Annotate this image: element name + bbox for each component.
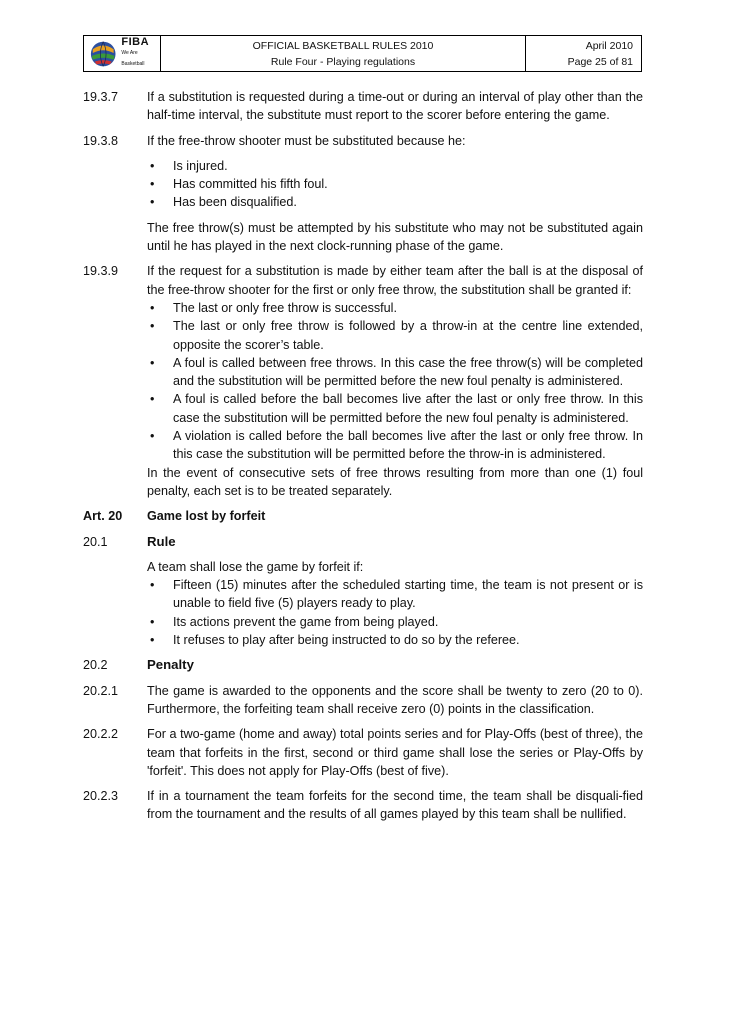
article-title: Game lost by forfeit xyxy=(147,509,266,524)
section-19-3-8 xyxy=(83,132,643,256)
section-20-1 xyxy=(83,533,643,650)
bullet-list xyxy=(147,576,643,649)
section-number: 19.3.9 xyxy=(83,264,119,279)
list-item: • Fifteen (15) minutes after the scheduled starting time, the team is not present or is unable to field five (5) players ready to play. xyxy=(147,576,643,613)
list-item: • The last or only free throw is followed by a throw-in at the centre line extended, opposite the scorer’s table. xyxy=(147,317,643,354)
logo-subtext: We Are Basketball xyxy=(121,50,145,67)
page-header xyxy=(83,35,642,72)
section-20-2-3 xyxy=(83,787,643,824)
logo-text: FIBA xyxy=(121,36,150,48)
section-intro: If the request for a substitution is made by either team after the ball is at the disposal of the free-throw shooter for the first or only free throw, the substitution shall be granted if: xyxy=(147,264,643,297)
section-heading: Rule xyxy=(147,533,176,549)
section-text: For a two-game (home and away) total points series and for Play-Offs (best of three), the team that forfeits in the first, second or third game shall lose the series or Play-Offs by 'forfeit'. This does not apply for Play-Offs (best of five). xyxy=(147,727,643,778)
section-heading: Penalty xyxy=(147,657,194,673)
page-content xyxy=(83,88,643,831)
list-item: • A violation is called before the ball becomes live after the last or only free throw. In this case the substitution will be permitted before the throw-in is administered. xyxy=(147,427,643,464)
bullet-list xyxy=(147,299,643,464)
section-19-3-9 xyxy=(83,262,643,500)
list-item: • A foul is called between free throws. In this case the free throw(s) will be completed and the substitution will be permitted before the new foul penalty is administered. xyxy=(147,354,643,391)
list-item: • Is injured. xyxy=(147,157,643,175)
section-number: 20.2.3 xyxy=(83,789,119,804)
section-19-3-7 xyxy=(83,88,643,125)
section-outro: In the event of consecutive sets of free throws resulting from more than one (1) foul penalty, each set is to be treated separately. xyxy=(147,465,643,498)
document-subtitle: Rule Four - Playing regulations xyxy=(270,55,416,68)
section-number: 20.2.2 xyxy=(83,727,119,742)
article-number: Art. 20 xyxy=(83,509,123,524)
article-20-heading xyxy=(83,507,643,525)
list-item: • Its actions prevent the game from being played. xyxy=(147,613,643,631)
list-item: • It refuses to play after being instructed to do so by the referee. xyxy=(147,631,643,649)
list-item: • Has been disqualified. xyxy=(147,193,643,211)
section-number: 20.1 xyxy=(83,534,108,549)
section-number: 20.2 xyxy=(83,658,108,673)
section-text: The game is awarded to the opponents and the score shall be twenty to zero (20 to 0). Furthermore, the forfeiting team shall receive zero (0) points in the classification. xyxy=(147,683,643,716)
document-date: April 2010 xyxy=(585,39,633,52)
list-item: • The last or only free throw is successful. xyxy=(147,299,643,317)
section-20-2-2 xyxy=(83,725,643,780)
section-20-2-1 xyxy=(83,682,643,719)
section-text: If a substitution is requested during a time-out or during an interval of play other than the half-time interval, the substitute must report to the scorer before entering the game. xyxy=(147,90,643,123)
list-item: • A foul is called before the ball becomes live after the last or only free throw. In this case the substitution will be permitted before the new foul penalty is administered. xyxy=(147,390,643,427)
bullet-list xyxy=(147,157,643,212)
section-20-2 xyxy=(83,656,643,674)
basketball-globe-icon xyxy=(89,39,117,69)
section-number: 19.3.8 xyxy=(83,133,119,148)
section-text: If in a tournament the team forfeits for the second time, the team shall be disquali-fied from the tournament and the results of all games played by this team shall be nullified. xyxy=(147,789,643,822)
page-number: Page 25 of 81 xyxy=(567,55,633,68)
document-title: OFFICIAL BASKETBALL RULES 2010 xyxy=(252,39,434,52)
section-intro: A team shall lose the game by forfeit if: xyxy=(147,559,364,574)
fiba-logo xyxy=(84,36,161,71)
section-intro: If the free-throw shooter must be substituted because he: xyxy=(147,133,466,148)
section-outro: The free throw(s) must be attempted by his substitute who may not be substituted again until he has played in the next clock-running phase of the game. xyxy=(147,220,643,254)
section-number: 19.3.7 xyxy=(83,90,119,104)
section-number: 20.2.1 xyxy=(83,683,119,698)
list-item: • Has committed his fifth foul. xyxy=(147,175,643,193)
